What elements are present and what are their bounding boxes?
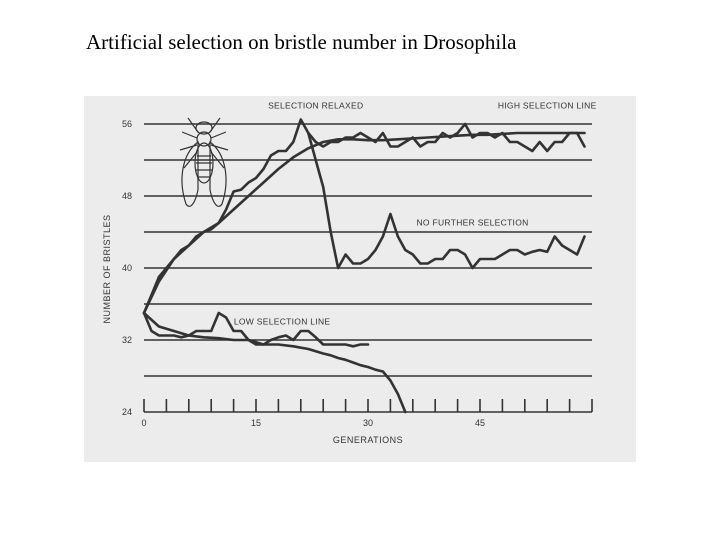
y-axis-label: NUMBER OF BRISTLES (102, 214, 112, 324)
bristle-chart (84, 96, 636, 462)
annotation-no-further-selection: NO FURTHER SELECTION (416, 217, 529, 228)
slide-title: Artificial selection on bristle number in Drosophila (86, 30, 517, 54)
series-line-2 (308, 133, 584, 268)
y-tick-label: 40 (121, 263, 132, 273)
x-tick-label: 45 (474, 418, 486, 428)
x-tick-label: 15 (250, 418, 262, 428)
y-tick-label: 24 (121, 407, 132, 417)
grid-lines (144, 124, 592, 412)
axis-ticks (144, 399, 592, 412)
annotation-high-selection-line: HIGH SELECTION LINE (497, 100, 597, 111)
series-line-4 (144, 313, 405, 412)
y-tick-label: 56 (121, 119, 132, 129)
chart-labels (102, 101, 597, 445)
y-tick-label: 32 (121, 335, 132, 345)
annotation-selection-relaxed: SELECTION RELAXED (268, 100, 364, 111)
x-tick-label: 0 (141, 418, 147, 428)
drosophila-fly-icon (180, 118, 228, 206)
x-axis-label: GENERATIONS (332, 435, 404, 445)
annotation-low-selection-line: LOW SELECTION LINE (233, 316, 331, 327)
x-tick-label: 30 (362, 418, 374, 428)
figure-panel (84, 96, 636, 462)
y-tick-label: 48 (121, 191, 132, 201)
